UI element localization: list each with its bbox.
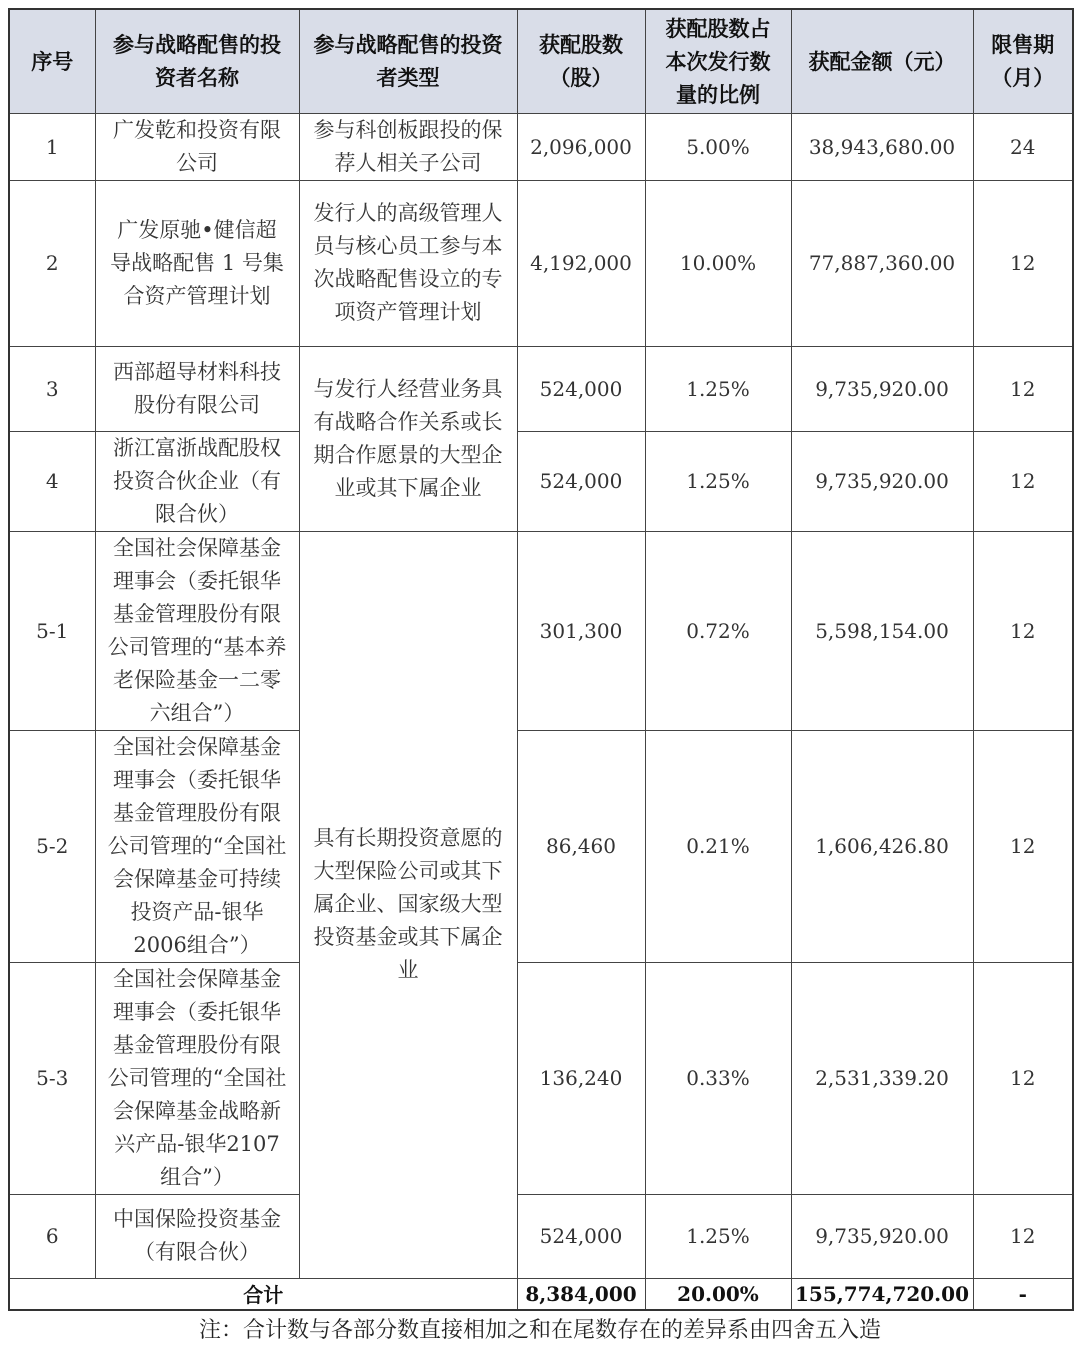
row-ratio: 0.33% xyxy=(645,962,791,1194)
row-lockup: 12 xyxy=(973,730,1073,962)
row-shares: 524,000 xyxy=(517,346,645,431)
row-amount: 2,531,339.20 xyxy=(791,962,973,1194)
row-amount: 9,735,920.00 xyxy=(791,346,973,431)
row-seq: 5-3 xyxy=(9,962,95,1194)
row-shares: 524,000 xyxy=(517,1194,645,1278)
row-amount: 1,606,426.80 xyxy=(791,730,973,962)
row-lockup: 12 xyxy=(973,180,1073,346)
table-row xyxy=(9,431,1073,531)
header-investor-type: 参与战略配售的投资者类型 xyxy=(299,9,517,113)
row-amount: 9,735,920.00 xyxy=(791,431,973,531)
row-seq: 5-1 xyxy=(9,531,95,730)
row-ratio: 0.72% xyxy=(645,531,791,730)
row-ratio: 0.21% xyxy=(645,730,791,962)
total-label: 合计 xyxy=(9,1278,517,1310)
table-row xyxy=(9,113,1073,180)
row-lockup: 12 xyxy=(973,431,1073,531)
row-shares: 524,000 xyxy=(517,431,645,531)
row-ratio: 1.25% xyxy=(645,1194,791,1278)
row-investor-type: 具有长期投资意愿的大型保险公司或其下属企业、国家级大型投资基金或其下属企业 xyxy=(299,531,517,1278)
row-ratio: 1.25% xyxy=(645,431,791,531)
row-seq: 4 xyxy=(9,431,95,531)
table-row xyxy=(9,531,1073,730)
header-ratio: 获配股数占本次发行数量的比例 xyxy=(645,9,791,113)
row-investor-name: 西部超导材料科技股份有限公司 xyxy=(95,346,299,431)
total-ratio: 20.00% xyxy=(645,1278,791,1310)
header-investor-name: 参与战略配售的投资者名称 xyxy=(95,9,299,113)
table-row xyxy=(9,730,1073,962)
header-row xyxy=(9,9,1073,113)
row-lockup: 12 xyxy=(973,531,1073,730)
row-ratio: 5.00% xyxy=(645,113,791,180)
row-ratio: 1.25% xyxy=(645,346,791,431)
row-investor-name: 广发原驰•健信超导战略配售 1 号集合资产管理计划 xyxy=(95,180,299,346)
row-seq: 5-2 xyxy=(9,730,95,962)
row-shares: 4,192,000 xyxy=(517,180,645,346)
header-shares: 获配股数（股） xyxy=(517,9,645,113)
row-amount: 5,598,154.00 xyxy=(791,531,973,730)
total-lockup: - xyxy=(973,1278,1073,1310)
header-amount: 获配金额（元） xyxy=(791,9,973,113)
row-shares: 136,240 xyxy=(517,962,645,1194)
row-seq: 6 xyxy=(9,1194,95,1278)
row-amount: 38,943,680.00 xyxy=(791,113,973,180)
total-shares: 8,384,000 xyxy=(517,1278,645,1310)
row-lockup: 24 xyxy=(973,113,1073,180)
row-seq: 2 xyxy=(9,180,95,346)
row-seq: 3 xyxy=(9,346,95,431)
table-row xyxy=(9,180,1073,346)
row-ratio: 10.00% xyxy=(645,180,791,346)
row-lockup: 12 xyxy=(973,1194,1073,1278)
row-investor-name: 广发乾和投资有限公司 xyxy=(95,113,299,180)
row-investor-name: 全国社会保障基金理事会（委托银华基金管理股份有限公司管理的“全国社会保障基金战略新兴产品-银华2107组合”） xyxy=(95,962,299,1194)
row-amount: 9,735,920.00 xyxy=(791,1194,973,1278)
header-lockup: 限售期（月） xyxy=(973,9,1073,113)
table-row xyxy=(9,962,1073,1194)
row-lockup: 12 xyxy=(973,346,1073,431)
row-lockup: 12 xyxy=(973,962,1073,1194)
strategic-allocation-table xyxy=(8,8,1074,1311)
total-row xyxy=(9,1278,1073,1310)
row-amount: 77,887,360.00 xyxy=(791,180,973,346)
table-row xyxy=(9,346,1073,431)
row-investor-type: 与发行人经营业务具有战略合作关系或长期合作愿景的大型企业或其下属企业 xyxy=(299,346,517,531)
table-row xyxy=(9,1194,1073,1278)
row-shares: 2,096,000 xyxy=(517,113,645,180)
row-investor-type: 发行人的高级管理人员与核心员工参与本次战略配售设立的专项资产管理计划 xyxy=(299,180,517,346)
header-seq: 序号 xyxy=(9,9,95,113)
row-seq: 1 xyxy=(9,113,95,180)
row-investor-name: 中国保险投资基金（有限合伙） xyxy=(95,1194,299,1278)
row-investor-type: 参与科创板跟投的保荐人相关子公司 xyxy=(299,113,517,180)
row-shares: 301,300 xyxy=(517,531,645,730)
row-investor-name: 浙江富浙战配股权投资合伙企业（有限合伙） xyxy=(95,431,299,531)
row-investor-name: 全国社会保障基金理事会（委托银华基金管理股份有限公司管理的“全国社会保障基金可持续投资产品-银华2006组合”） xyxy=(95,730,299,962)
footnote: 注：合计数与各部分数直接相加之和在尾数存在的差异系由四舍五入造 xyxy=(198,1318,881,1343)
total-amount: 155,774,720.00 xyxy=(791,1278,973,1310)
row-investor-name: 全国社会保障基金理事会（委托银华基金管理股份有限公司管理的“基本养老保险基金一二零六组合”） xyxy=(95,531,299,730)
row-shares: 86,460 xyxy=(517,730,645,962)
